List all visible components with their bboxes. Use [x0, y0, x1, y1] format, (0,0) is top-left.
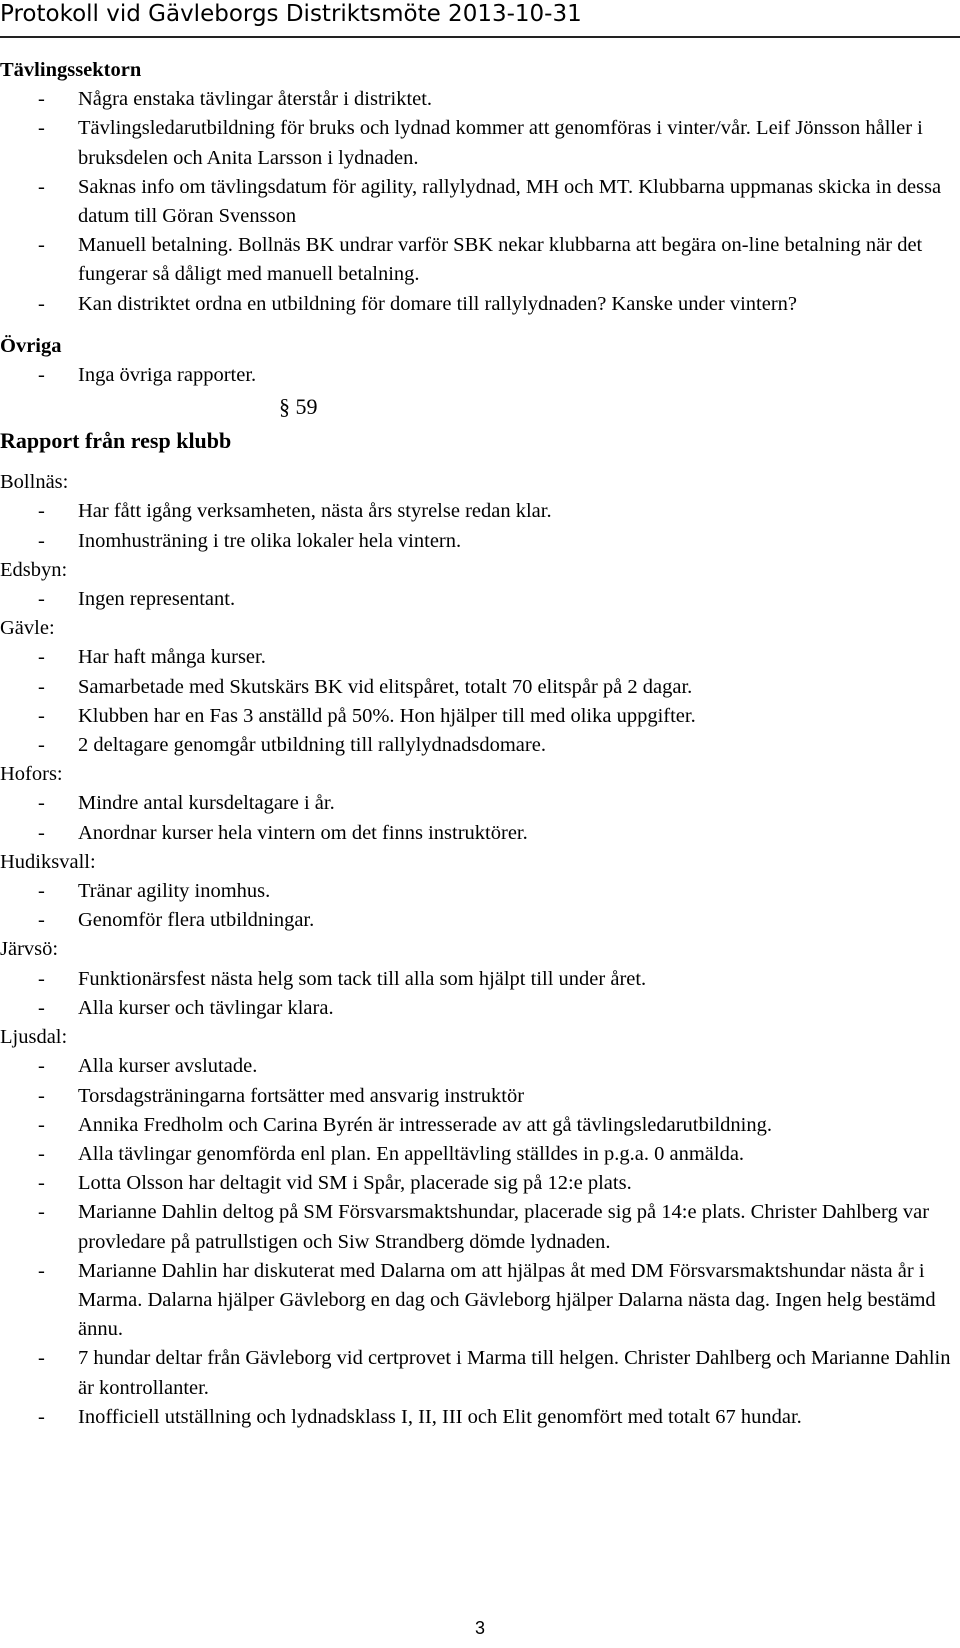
document-title: Protokoll vid Gävleborgs Distriktsmöte 2013-10-31 [0, 1, 582, 27]
list-item: - Annika Fredholm och Carina Byrén är intresserade av att gå tävlingsledarutbildning. [0, 1111, 958, 1140]
page-number: 3 [474, 1618, 485, 1638]
dash-marker: - [38, 1142, 45, 1165]
dash-marker: - [38, 88, 45, 111]
club-report-bollnas [0, 468, 958, 556]
list-item: - Alla kurser avslutade. [0, 1052, 958, 1081]
bullet-list [0, 85, 958, 319]
dash-marker: - [38, 1259, 45, 1282]
bullet-list [0, 643, 958, 760]
list-item: - 7 hundar deltar från Gävleborg vid certprovet i Marma till helgen. Christer Dahlberg och Marianne Dahlin är kontrollanter. [0, 1344, 958, 1402]
dash-marker: - [38, 1055, 45, 1078]
list-item: - Tränar agility inomhus. [0, 877, 958, 906]
list-item: - Inomhusträning i tre olika lokaler hela vintern. [0, 527, 958, 556]
club-name: Ljusdal: [0, 1026, 68, 1049]
section-heading: Övriga [0, 334, 62, 357]
bullet-list [0, 497, 958, 555]
dash-marker: - [38, 1347, 45, 1370]
list-item: - Funktionärsfest nästa helg som tack till alla som hjälpt till under året. [0, 965, 958, 994]
dash-marker: - [38, 364, 45, 387]
club-report-jarvso [0, 935, 958, 1023]
bullet-list [0, 965, 958, 1023]
list-item: - Har fått igång verksamheten, nästa års styrelse redan klar. [0, 497, 958, 526]
list-item: - Manuell betalning. Bollnäs BK undrar varför SBK nekar klubbarna att begära on-line betalning när det fungerar så dåligt med manuell betalning. [0, 231, 958, 289]
dash-marker: - [38, 588, 45, 611]
dash-marker: - [38, 821, 45, 844]
club-name: Bollnäs: [0, 471, 69, 494]
list-item: - Mindre antal kursdeltagare i år. [0, 789, 958, 818]
list-item: - Samarbetade med Skutskärs BK vid elitspåret, totalt 70 elitspår på 2 dagar. [0, 673, 958, 702]
dash-marker: - [38, 734, 45, 757]
bullet-list [0, 877, 958, 935]
club-report-hofors [0, 760, 958, 848]
list-item: - Alla tävlingar genomförda enl plan. En appelltävling ställdes in p.g.a. 0 anmälda. [0, 1140, 958, 1169]
club-report-edsbyn [0, 556, 958, 614]
club-report-ljusdal [0, 1023, 958, 1432]
bullet-list [0, 585, 958, 614]
list-item: - Kan distriktet ordna en utbildning för domare till rallylydnaden? Kanske under vintern? [0, 290, 958, 319]
list-item: - Marianne Dahlin deltog på SM Försvarsmaktshundar, placerade sig på 14:e plats. Christer Dahlberg var provledare på patrullstigen och Siw Strandberg dömde lydnaden. [0, 1198, 958, 1256]
club-name: Hofors: [0, 763, 63, 786]
bullet-list [0, 361, 958, 390]
dash-marker: - [38, 292, 45, 315]
club-report-gavle [0, 614, 958, 760]
club-name: Hudiksvall: [0, 850, 96, 873]
dash-marker: - [38, 529, 45, 552]
list-item: - Alla kurser och tävlingar klara. [0, 994, 958, 1023]
dash-marker: - [38, 1113, 45, 1136]
list-item: - Saknas info om tävlingsdatum för agility, rallylydnad, MH och MT. Klubbarna uppmanas skicka in dessa datum till Göran Svensson [0, 173, 958, 231]
list-item: - Inga övriga rapporter. [0, 361, 958, 390]
dash-marker: - [38, 1405, 45, 1428]
dash-marker: - [38, 792, 45, 815]
dash-marker: - [38, 1084, 45, 1107]
dash-marker: - [38, 175, 45, 198]
dash-marker: - [38, 704, 45, 727]
document-body [0, 56, 958, 1432]
dash-marker: - [38, 1172, 45, 1195]
list-item: - Tävlingsledarutbildning för bruks och lydnad kommer att genomföras i vinter/vår. Leif Jönsson håller i bruksdelen och Anita Larsson i lydnaden. [0, 114, 958, 172]
list-item: - 2 deltagare genomgår utbildning till rallylydnadsdomare. [0, 731, 958, 760]
dash-marker: - [38, 880, 45, 903]
paragraph-heading [0, 390, 958, 454]
club-name: Edsbyn: [0, 558, 68, 581]
list-item: - Några enstaka tävlingar återstår i distriktet. [0, 85, 958, 114]
dash-marker: - [38, 117, 45, 140]
list-item: - Marianne Dahlin har diskuterat med Dalarna om att hjälpas åt med DM Försvarsmaktshundar nästa år i Marma. Dalarna hjälper Gävleborg en dag och Gävleborg hjälper Dalarna nästa dag. Ingen helg bestämd ännu. [0, 1257, 958, 1345]
dash-marker: - [38, 909, 45, 932]
section-ovriga [0, 332, 958, 390]
paragraph-number: § 59 [279, 394, 318, 420]
bullet-list [0, 1052, 958, 1432]
club-name: Järvsö: [0, 938, 59, 961]
section-heading: Tävlingssektorn [0, 59, 142, 81]
club-name: Gävle: [0, 617, 55, 640]
dash-marker: - [38, 500, 45, 523]
paragraph-title: Rapport från resp klubb [0, 428, 232, 454]
list-item: - Inofficiell utställning och lydnadsklass I, II, III och Elit genomfört med totalt 67 hundar. [0, 1403, 958, 1432]
club-report-hudiksvall [0, 848, 958, 936]
list-item: - Anordnar kurser hela vintern om det finns instruktörer. [0, 819, 958, 848]
section-tavlingssektorn [0, 56, 958, 319]
list-item: - Genomför flera utbildningar. [0, 906, 958, 935]
dash-marker: - [38, 646, 45, 669]
dash-marker: - [38, 675, 45, 698]
dash-marker: - [38, 967, 45, 990]
list-item: - Ingen representant. [0, 585, 958, 614]
bullet-list [0, 789, 958, 847]
dash-marker: - [38, 996, 45, 1019]
list-item: - Torsdagsträningarna fortsätter med ansvarig instruktör [0, 1082, 958, 1111]
list-item: - Har haft många kurser. [0, 643, 958, 672]
list-item: - Klubben har en Fas 3 anställd på 50%. Hon hjälper till med olika uppgifter. [0, 702, 958, 731]
dash-marker: - [38, 1201, 45, 1224]
club-reports [0, 468, 958, 1432]
dash-marker: - [38, 234, 45, 257]
page-header [0, 0, 960, 38]
list-item: - Lotta Olsson har deltagit vid SM i Spår, placerade sig på 12:e plats. [0, 1169, 958, 1198]
